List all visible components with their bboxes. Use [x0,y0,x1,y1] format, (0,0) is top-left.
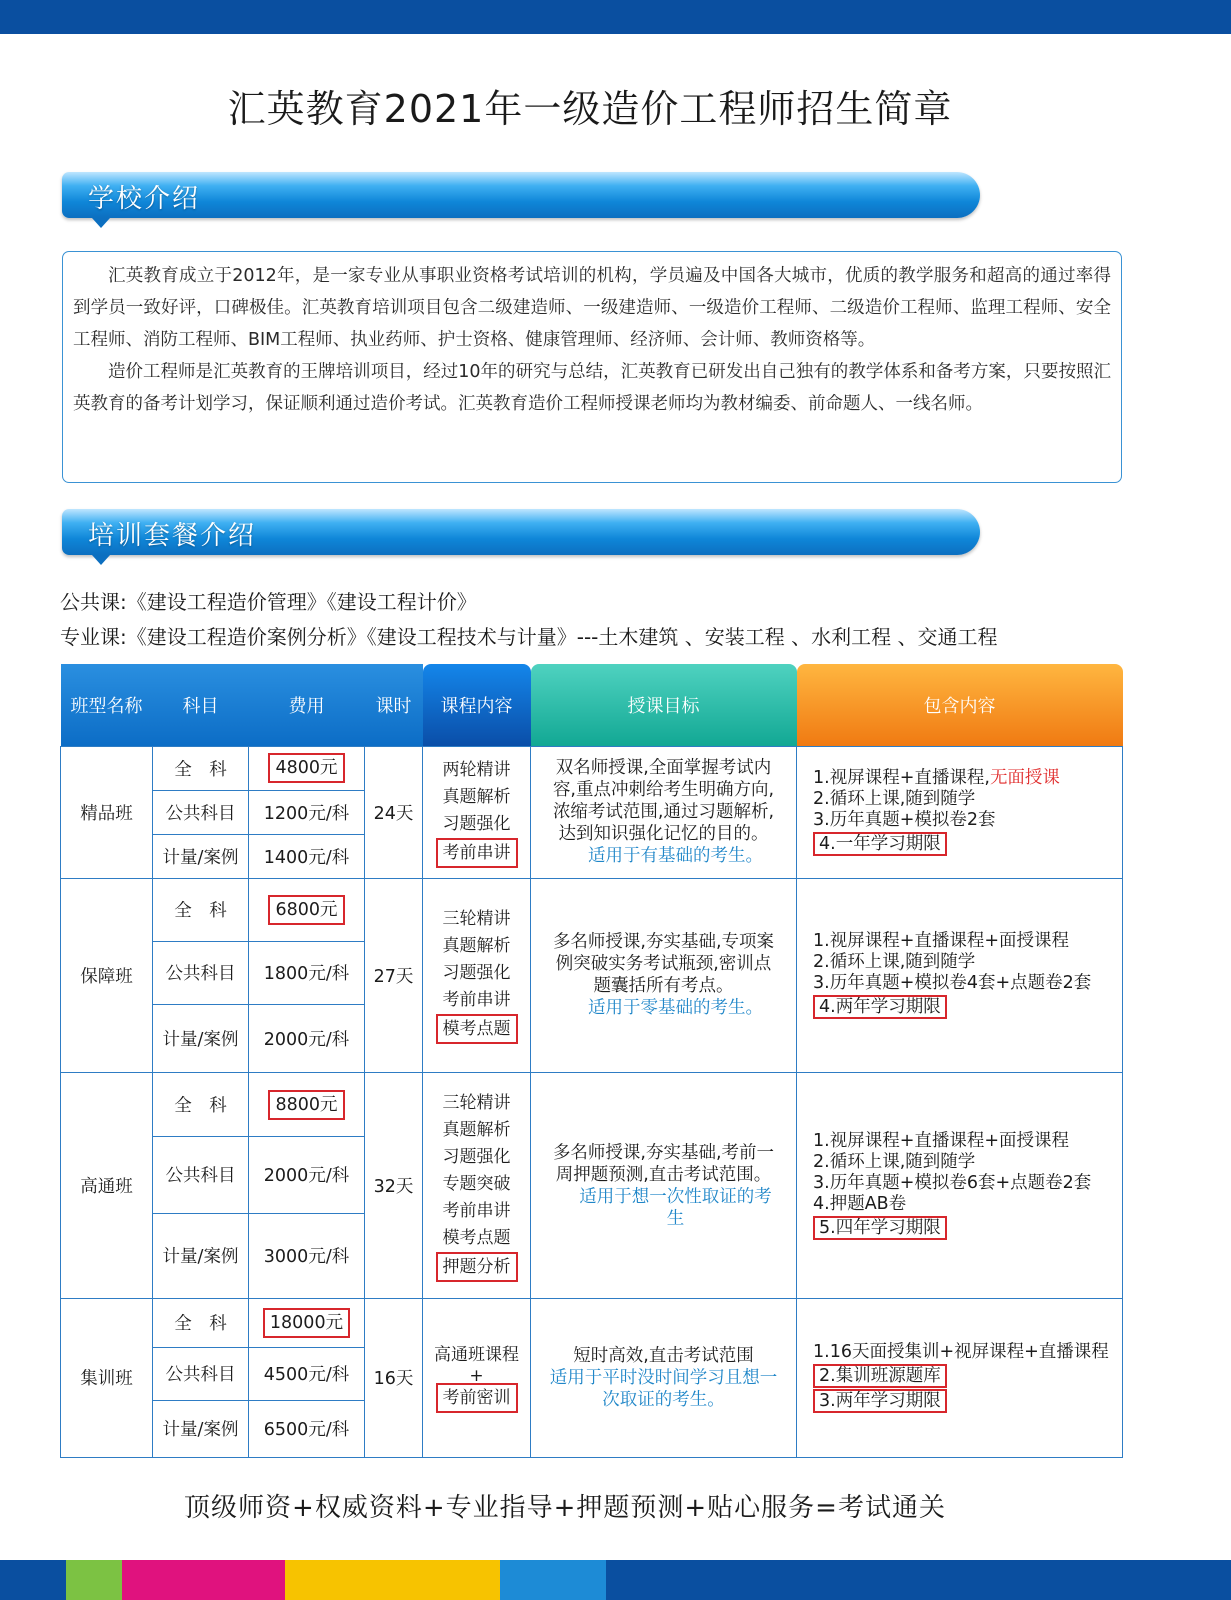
class-name-gaotong: 高通班 [61,1073,153,1298]
table-row [61,878,1123,941]
content-item: 习题强化 [442,963,511,984]
goal-suitable: 适用于有基础的考生。 [588,846,763,867]
subject-all: 全 科 [153,878,249,941]
hours-baozhang: 27天 [365,878,423,1073]
header-fee: 费用 [249,664,365,747]
fee-all-value: 8800元 [268,1090,344,1120]
content-jingpin [423,747,531,879]
subject-all: 全 科 [153,1298,249,1347]
include-item: 3.历年真题+模拟卷2套 [813,810,996,831]
table-row [61,1073,1123,1136]
content-item-highlight: 模考点题 [436,1014,518,1044]
header-content: 课程内容 [423,664,531,747]
content-jixun [423,1298,531,1457]
subject-public: 公共科目 [153,790,249,834]
goal-suitable: 适用于想一次性取证的考生 [579,1186,772,1229]
fee-all-value: 6800元 [268,895,344,925]
header-subject: 科目 [153,664,249,747]
include-item-no-face: 无面授课 [989,768,1060,789]
table-row [61,747,1123,791]
includes-jingpin [797,747,1123,879]
footer-stripe [285,1560,500,1600]
includes-gaotong [797,1073,1123,1298]
include-item: 3.历年真题+模拟卷6套+点题卷2套 [813,1173,1092,1194]
top-color-bar [0,0,1231,34]
goal-jixun [531,1298,797,1457]
fee-calc-jingpin: 1400元/科 [249,834,365,878]
class-packages-table [60,664,1123,1458]
include-item-highlight: 4.两年学习期限 [813,995,947,1019]
header-class-name: 班型名称 [61,664,153,747]
include-item: 1.16天面授集训+视屏课程+直播课程 [813,1342,1109,1363]
footer-stripe [66,1560,122,1600]
content-baozhang [423,878,531,1073]
goal-baozhang [531,878,797,1073]
include-item-highlight: 5.四年学习期限 [813,1216,947,1240]
goal-jingpin [531,747,797,879]
goal-text: 短时高效,直击考试范围 [573,1345,754,1366]
subject-public: 公共科目 [153,1347,249,1400]
fee-public-jixun: 4500元/科 [249,1347,365,1400]
content-item: 三轮精讲 [442,909,511,930]
subject-calc: 计量/案例 [153,1214,249,1299]
fee-all-jingpin [249,747,365,791]
fee-all-value: 18000元 [263,1308,350,1338]
fee-public-gaotong: 2000元/科 [249,1136,365,1214]
class-name-baozhang: 保障班 [61,878,153,1073]
header-goal: 授课目标 [531,664,797,747]
content-item: 真题解析 [442,786,511,807]
content-item: 考前串讲 [442,1200,511,1221]
table-header-row [61,664,1123,747]
include-item: 1.视屏课程+直播课程+面授课程 [813,931,1070,952]
include-item-highlight: 2.集训班源题库 [813,1364,947,1388]
content-item: 模考点题 [442,1227,511,1248]
content-item: 考前串讲 [442,990,511,1011]
footer-stripe [0,1560,66,1600]
header-hours: 课时 [365,664,423,747]
goal-suitable: 适用于零基础的考生。 [588,998,763,1019]
bottom-color-bar [0,1560,1231,1600]
content-item-plus: + [469,1366,484,1387]
page-title: 汇英教育2021年一级造价工程师招生简章 [227,87,953,131]
fee-public-jingpin: 1200元/科 [249,790,365,834]
goal-text: 多名师授课,夯实基础,专项案例突破实务考试瓶颈,密训点题囊括所有考点。 [552,932,775,997]
goal-text: 双名师授课,全面掌握考试内容,重点冲刺给考生明确方向,浓缩考试范围,通过习题解析,达到知识强化记忆的目的。 [552,758,775,845]
professional-courses: 专业课:《建设工程造价案例分析》《建设工程技术与计量》---土木建筑 、安装工程 、水利工程 、交通工程 [60,625,998,649]
goal-suitable: 适用于平时没时间学习且想一次取证的考生。 [549,1367,778,1410]
subject-public: 公共科目 [153,941,249,1004]
include-item-highlight: 3.两年学习期限 [813,1389,947,1413]
content-item: 真题解析 [442,936,511,957]
goal-gaotong [531,1073,797,1298]
footer-stripe [122,1560,285,1600]
public-courses: 公共课:《建设工程造价管理》《建设工程计价》 [60,590,477,614]
hours-jingpin: 24天 [365,747,423,879]
subject-calc: 计量/案例 [153,1005,249,1073]
content-item: 高通班课程 [434,1345,519,1366]
subject-calc: 计量/案例 [153,834,249,878]
subject-all: 全 科 [153,1073,249,1136]
include-item: 4.押题AB卷 [813,1194,907,1215]
include-item-highlight: 4.一年学习期限 [813,832,947,856]
content-item-highlight: 考前串讲 [436,838,518,868]
slogan: 顶级师资+权威资料+专业指导+押题预测+贴心服务=考试通关 [184,1493,946,1523]
include-item: 2.循环上课,随到随学 [813,789,976,810]
content-item-highlight: 押题分析 [436,1252,518,1282]
footer-stripe [606,1560,1231,1600]
content-item: 习题强化 [442,813,511,834]
section-title-packages: 培训套餐介绍 [88,521,257,551]
include-item: 3.历年真题+模拟卷4套+点题卷2套 [813,973,1092,994]
fee-calc-gaotong: 3000元/科 [249,1214,365,1299]
footer-stripe [500,1560,606,1600]
hours-gaotong: 32天 [365,1073,423,1298]
content-item: 两轮精讲 [442,759,511,780]
goal-text: 多名师授课,夯实基础,考前一周押题预测,直击考试范围。 [552,1142,775,1185]
includes-baozhang [797,878,1123,1073]
fee-calc-jixun: 6500元/科 [249,1400,365,1457]
fee-all-baozhang [249,878,365,941]
include-item: 1.视屏课程+直播课程, [813,768,990,789]
section-title-school-intro: 学校介绍 [88,184,201,214]
school-intro-box [62,251,1122,483]
fee-calc-baozhang: 2000元/科 [249,1005,365,1073]
table-row [61,1298,1123,1347]
content-item: 真题解析 [442,1119,511,1140]
header-includes: 包含内容 [797,664,1123,747]
content-gaotong [423,1073,531,1298]
fee-all-jixun [249,1298,365,1347]
content-item-highlight: 考前密训 [436,1383,518,1413]
hours-jixun: 16天 [365,1298,423,1457]
fee-all-value: 4800元 [268,753,344,783]
fee-public-baozhang: 1800元/科 [249,941,365,1004]
content-item: 三轮精讲 [442,1092,511,1113]
includes-jixun [797,1298,1123,1457]
content-item: 专题突破 [442,1173,511,1194]
fee-all-gaotong [249,1073,365,1136]
subject-public: 公共科目 [153,1136,249,1214]
include-item: 2.循环上课,随到随学 [813,1152,976,1173]
include-item: 1.视屏课程+直播课程+面授课程 [813,1131,1070,1152]
include-item: 2.循环上课,随到随学 [813,952,976,973]
intro-paragraph-2: 造价工程师是汇英教育的王牌培训项目，经过10年的研究与总结，汇英教育已研发出自己独有的教学体系和备考方案，只要按照汇英教育的备考计划学习，保证顺利通过造价考试。汇英教育造价工程师授课老师均为教材编委、前命题人、一线名师。 [73,362,1111,414]
subject-all: 全 科 [153,747,249,791]
subject-calc: 计量/案例 [153,1400,249,1457]
content-item: 习题强化 [442,1146,511,1167]
section-banner-school-intro [62,172,980,218]
class-name-jixun: 集训班 [61,1298,153,1457]
class-name-jingpin: 精品班 [61,747,153,879]
section-banner-packages [62,509,980,555]
intro-paragraph-1: 汇英教育成立于2012年，是一家专业从事职业资格考试培训的机构，学员遍及中国各大城市，优质的教学服务和超高的通过率得到学员一致好评，口碑极佳。汇英教育培训项目包含二级建造师、一级建造师、一级造价工程师、二级造价工程师、监理工程师、安全工程师、消防工程师、BIM工程师、执业药师、护士资格、健康管理师、经济师、会计师、教师资格等。 [73,266,1111,350]
